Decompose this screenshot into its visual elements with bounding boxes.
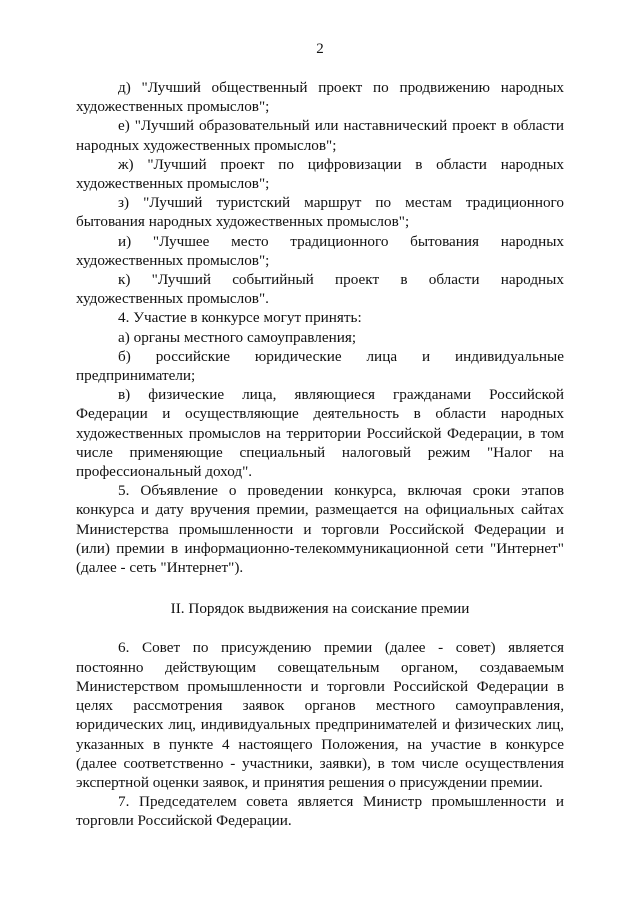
paragraph-clause-7: 7. Председателем совета является Министр промышленности и торговли Российской Федерации.	[76, 793, 564, 830]
paragraph-item-zh: ж) "Лучший проект по цифровизации в области народных художественных промыслов";	[76, 155, 564, 193]
paragraph-item-z: з) "Лучший туристский маршрут по местам традиционного бытования народных художественных промыслов";	[76, 194, 564, 231]
paragraph-clause-6: 6. Совет по присуждению премии (далее - совет) является постоянно действующим совещательным органом, создаваемым Министерством промышленности и торговли Российской Федерации в целях рассмотрения заявок органов местного самоуправления, юридических лиц, индивидуальных предпринимателей и физических лиц, указанных в пункте 4 настоящего Положения, на участие в конкурсе (далее соответственно - участники, заявки), в том числе осуществления экспертной оценки заявок, и принятия решения о присуждении премии.	[76, 639, 564, 791]
paragraph-clause-4: 4. Участие в конкурсе могут принять:	[118, 309, 362, 327]
paragraph-item-v: в) физические лица, являющиеся гражданами Российской Федерации и осуществляющие деятельность в области народных художественных промыслов на территории Российской Федерации, в том числе применяющие специальный налоговый режим "Налог на профессиональный доход".	[76, 386, 564, 481]
paragraph-item-d: д) "Лучший общественный проект по продвижению народных художественных промыслов";	[76, 79, 564, 116]
paragraph-item-k: к) "Лучший событийный проект в области народных художественных промыслов".	[76, 271, 564, 308]
paragraph-item-e: е) "Лучший образовательный или наставнический проект в области народных художественных промыслов";	[76, 117, 564, 154]
section-heading: II. Порядок выдвижения на соискание премии	[170, 600, 470, 618]
paragraph-item-i: и) "Лучшее место традиционного бытования народных художественных промыслов";	[76, 232, 564, 269]
page-number: 2	[316, 41, 324, 57]
document-body	[76, 78, 564, 831]
paragraph-item-b: б) российские юридические лица и индивидуальные предприниматели;	[76, 347, 564, 385]
paragraph-item-a: а) органы местного самоуправления;	[118, 328, 357, 346]
paragraph-clause-5: 5. Объявление о проведении конкурса, включая сроки этапов конкурса и дату вручения премии, размещается на официальных сайтах Министерства промышленности и торговли Российской Федерации и (или) премии в информационно-телекоммуникационной сети "Интернет" (далее - сеть "Интернет").	[76, 482, 564, 577]
